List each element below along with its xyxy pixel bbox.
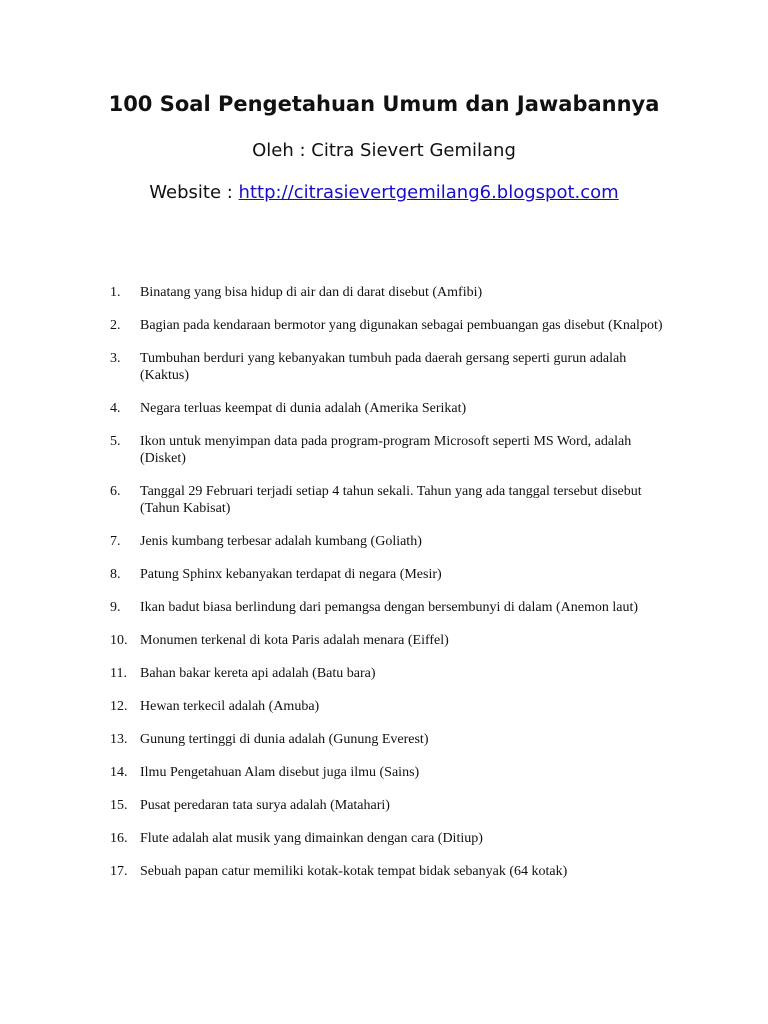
author-line: Oleh : Citra Sievert Gemilang — [252, 140, 516, 161]
question-number: 13. — [110, 732, 128, 747]
list-item — [110, 797, 670, 814]
question-number: 17. — [110, 864, 128, 879]
website-link[interactable]: http://citrasievertgemilang6.blogspot.com — [238, 182, 619, 203]
question-number: 5. — [110, 434, 121, 449]
list-item — [110, 433, 670, 467]
question-number: 7. — [110, 534, 121, 549]
question-number: 11. — [110, 666, 127, 681]
question-text: Jenis kumbang terbesar adalah kumbang (Goliath) — [140, 534, 422, 549]
list-item — [110, 284, 670, 301]
question-number: 4. — [110, 401, 121, 416]
question-number: 10. — [110, 633, 128, 648]
list-item — [110, 599, 670, 616]
list-item — [110, 533, 670, 550]
question-text: Ilmu Pengetahuan Alam disebut juga ilmu (Sains) — [140, 765, 420, 780]
question-number: 3. — [110, 351, 121, 366]
question-number: 16. — [110, 831, 128, 846]
question-number: 8. — [110, 567, 121, 582]
question-text: Negara terluas keempat di dunia adalah (Amerika Serikat) — [140, 401, 467, 416]
list-item — [110, 731, 670, 748]
question-text: Sebuah papan catur memiliki kotak-kotak tempat bidak sebanyak (64 kotak) — [140, 864, 568, 879]
list-item — [110, 566, 670, 583]
question-text: Tanggal 29 Februari terjadi setiap 4 tahun sekali. Tahun yang ada tanggal tersebut disebut (Tahun Kabisat) — [140, 484, 642, 516]
list-item — [110, 317, 670, 334]
question-text: Hewan terkecil adalah (Amuba) — [140, 699, 320, 714]
question-text: Tumbuhan berduri yang kebanyakan tumbuh pada daerah gersang seperti gurun adalah (Kaktus) — [140, 351, 627, 383]
list-item — [110, 400, 670, 417]
list-item — [110, 863, 670, 880]
list-item — [110, 483, 670, 517]
website-label: Website : — [149, 182, 239, 203]
list-item — [110, 830, 670, 847]
list-item — [110, 350, 670, 384]
website-line — [0, 178, 768, 208]
question-number: 15. — [110, 798, 128, 813]
question-number: 12. — [110, 699, 128, 714]
question-text: Bagian pada kendaraan bermotor yang digunakan sebagai pembuangan gas disebut (Knalpot) — [140, 318, 663, 333]
question-number: 9. — [110, 600, 121, 615]
question-list — [110, 284, 670, 880]
question-number: 14. — [110, 765, 128, 780]
question-text: Flute adalah alat musik yang dimainkan dengan cara (Ditiup) — [140, 831, 483, 846]
question-text: Ikan badut biasa berlindung dari pemangsa dengan bersembunyi di dalam (Anemon laut) — [140, 600, 639, 615]
question-text: Ikon untuk menyimpan data pada program-program Microsoft seperti MS Word, adalah (Disket) — [140, 434, 632, 466]
question-number: 2. — [110, 318, 121, 333]
question-text: Binatang yang bisa hidup di air dan di darat disebut (Amfibi) — [140, 285, 483, 300]
question-text: Patung Sphinx kebanyakan terdapat di negara (Mesir) — [140, 567, 442, 582]
question-text: Bahan bakar kereta api adalah (Batu bara) — [140, 666, 376, 681]
question-text: Monumen terkenal di kota Paris adalah menara (Eiffel) — [140, 633, 449, 648]
list-item — [110, 632, 670, 649]
list-item — [110, 665, 670, 682]
list-item — [110, 698, 670, 715]
question-number: 1. — [110, 285, 121, 300]
list-item — [110, 764, 670, 781]
question-text: Pusat peredaran tata surya adalah (Matahari) — [140, 798, 390, 813]
question-number: 6. — [110, 484, 121, 499]
question-text: Gunung tertinggi di dunia adalah (Gunung Everest) — [140, 732, 429, 747]
page-title: 100 Soal Pengetahuan Umum dan Jawabannya — [108, 92, 660, 116]
